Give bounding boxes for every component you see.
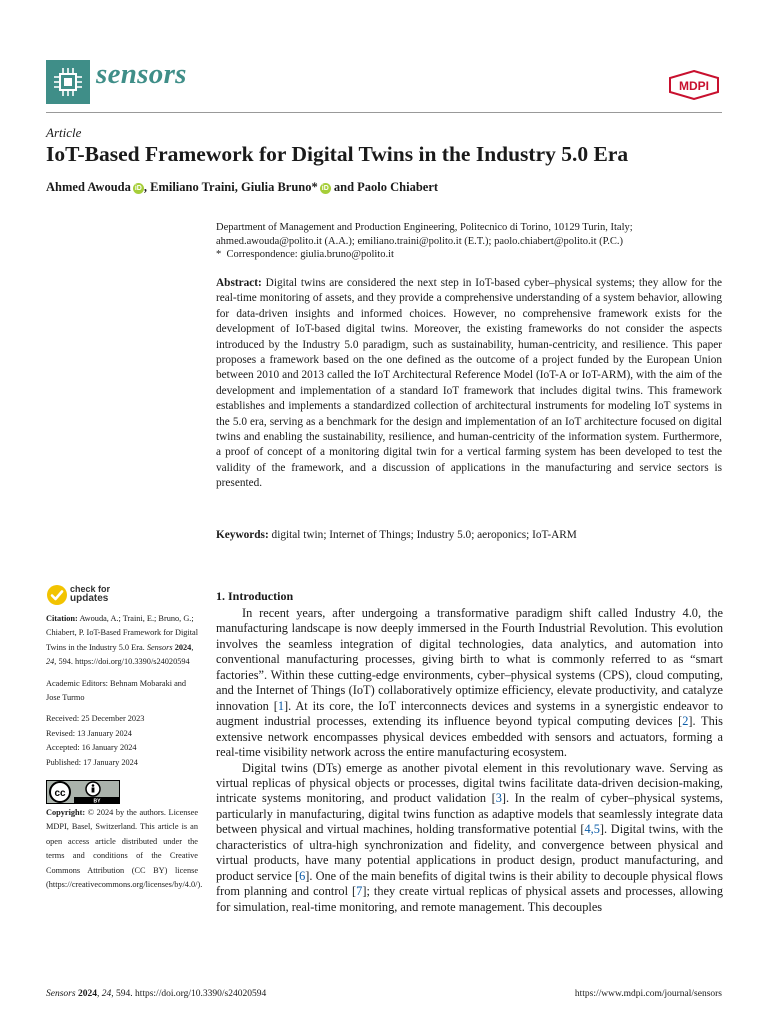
header-divider bbox=[46, 112, 722, 113]
paragraph: In recent years, after undergoing a transformative paradigm shift called Industry 4.0, the manufacturing landscape is now deeply immersed in the Fourth Industrial Revolution. This evolution involves the seamless integration of digital technologies, data analytics, and automation into conventional manufacturing processes, giving birth to what is commonly referred to as “smart factories”. Within these cutting-edge environments, cyber–physical systems (CPS), cloud computing, and the Internet of Things (IoT) collaboratively optimize efficiency, elevate productivity, and catalyze innovation [1]. At its core, the IoT interconnects devices and systems in a synergistic endeavor to augment industrial processes, extending its influence beyond typical computing devices [2]. This extensive network encompasses physical devices embedded with sensors and actuators, forming a real-time visibility network across the entire manufacturing ecosystem. bbox=[216, 606, 723, 760]
journal-logo-icon bbox=[46, 60, 90, 104]
copyright-notice bbox=[46, 806, 203, 892]
author-separator: , bbox=[143, 180, 151, 194]
academic-editors: Academic Editors: Behnam Mobaraki and Jose Turmo bbox=[46, 678, 187, 703]
citation-volume: 24 bbox=[46, 657, 55, 667]
publisher-logo-icon bbox=[668, 70, 720, 100]
citation: Citation: Awouda, A.; Traini, E.; Bruno, G.; Chiabert, P. IoT-Based Framework for Digital Twins in the Industry 5.0 Era. Sensors 2024, 24, 594. https://doi.org/10.3390/s24020594 bbox=[46, 614, 199, 667]
copyright-label: Copyright: bbox=[46, 808, 86, 818]
abstract-label: Abstract: bbox=[216, 277, 262, 289]
affiliation: Department of Management and Production Engineering, Politecnico di Torino, 10129 Turin, Italy; bbox=[216, 222, 633, 233]
keywords-text: digital twin; Internet of Things; Industry 5.0; aeroponics; IoT-ARM bbox=[271, 529, 577, 541]
revised-date: Revised: 13 January 2024 bbox=[46, 728, 132, 738]
journal-name: sensors bbox=[96, 58, 187, 90]
footer-journal-url[interactable]: https://www.mdpi.com/journal/sensors bbox=[574, 989, 722, 999]
author-name: Giulia Bruno bbox=[241, 180, 312, 194]
reference-link[interactable]: 6 bbox=[299, 868, 306, 883]
received-date: Received: 25 December 2023 bbox=[46, 714, 145, 724]
affiliation-block bbox=[216, 221, 726, 262]
reference-separator: , bbox=[590, 822, 594, 837]
cc-by-license-icon[interactable] bbox=[46, 780, 120, 804]
introduction-body bbox=[216, 606, 723, 915]
keywords-label: Keywords: bbox=[216, 529, 269, 541]
citation-label: Citation: bbox=[46, 614, 78, 623]
footer-journal: Sensors bbox=[46, 989, 76, 999]
svg-text:cc: cc bbox=[54, 788, 66, 800]
abstract-text: Digital twins are considered the next step in IoT-based cyber–physical systems; they allow for the real-time monitoring of assets, and they provide a comprehensive understanding of a system behavior, allowing for data-driven insights and informed choices. However, no comprehensive framework exists for the development of IoT-based digital twins. Moreover, the existing frameworks do not consider the aspects introduced by the Industry 5.0 paradigm, such as sustainability, human-centricity, and resilience. This paper proposes a framework based on the one defined as the outcome of a project funded by the European Union between 2010 and 2013 called the IoT Architectural Reference Model (IoT-A or IoT-ARM), with the aim of the development and implementation of a standard IoT framework that includes digital twins. This framework establishes and implements a standardized collection of architectural instruments for modeling IoT systems in the 5.0 era, serving as a benchmark for the design and implementation of an IoT architecture focused on digital twins and enabling the sustainability, resilience, and human-centricity of the information system. Furthermore, a proof of concept of a monitoring digital twin for a vertical farming system has been developed to test the validity of the framework, and a discussion of applications in the manufacturing and service sectors is presented. bbox=[216, 277, 722, 490]
reference-link[interactable]: 7 bbox=[356, 884, 363, 899]
publisher-name: MDPI bbox=[679, 79, 709, 93]
reference-link[interactable]: 2 bbox=[682, 714, 689, 729]
orcid-icon[interactable]: iD bbox=[321, 185, 329, 192]
author-separator: and bbox=[330, 180, 358, 194]
section-heading-introduction: 1. Introduction bbox=[216, 589, 294, 603]
footer-doi-link[interactable]: , 594. https://doi.org/10.3390/s24020594 bbox=[111, 989, 267, 999]
reference-link[interactable]: 4 bbox=[584, 822, 591, 837]
published-date: Published: 17 January 2024 bbox=[46, 757, 138, 767]
reference-link[interactable]: 5 bbox=[593, 822, 600, 837]
abstract bbox=[216, 276, 722, 492]
author-name: Emiliano Traini bbox=[150, 180, 235, 194]
paragraph: Digital twins (DTs) emerge as another pivotal element in this revolutionary wave. Serving as virtual replicas of physical objects or processes, digital twins facilitate data-driven decision-making, intricate systems monitoring, and product validation [3]. In the realm of cyber–physical systems, particularly in manufacturing, digital twins function as adaptive models that seamlessly integrate data between physical and virtual machines, holding transformative potential [4,5]. Digital twins, with the characteristics of ultra-high synchronization and fidelity, and convergence between physical and virtual products, have many potential applications in product design, product manufacturing, and product service [6]. One of the main benefits of digital twins is their ability to decouple physical flows from planning and control [7]; they create virtual replicas of physical assets and processes, allowing for simulation, real-time monitoring, and remote management. This decouples bbox=[216, 760, 723, 914]
orcid-icon[interactable]: iD bbox=[134, 185, 142, 192]
keywords bbox=[216, 528, 722, 543]
citation-year: 2024 bbox=[174, 642, 192, 652]
author-list bbox=[46, 180, 438, 195]
author-separator: , bbox=[234, 180, 241, 194]
sidebar bbox=[46, 612, 203, 893]
check-for-updates-button[interactable] bbox=[46, 584, 166, 608]
citation-pages: , 594. bbox=[54, 657, 73, 667]
check-updates-icon bbox=[46, 584, 68, 606]
footer-citation: Sensors 2024, 24, 594. https://doi.org/10.3390/s24020594 bbox=[46, 989, 267, 999]
author-name: Paolo Chiabert bbox=[357, 180, 439, 194]
check-updates-line1: check for bbox=[70, 584, 111, 594]
author-name: Ahmed Awouda bbox=[46, 180, 131, 194]
reference-link[interactable]: 1 bbox=[277, 698, 284, 713]
correspondence-email[interactable]: Correspondence: giulia.bruno@polito.it bbox=[226, 249, 394, 261]
cc-by-label: BY bbox=[93, 798, 101, 805]
accepted-date: Accepted: 16 January 2024 bbox=[46, 743, 137, 753]
check-updates-line2: updates bbox=[70, 593, 109, 604]
author-emails[interactable]: ahmed.awouda@polito.it (A.A.); emiliano.traini@polito.it (E.T.); paolo.chiabert@polito.it (P.C.) bbox=[216, 235, 624, 247]
corresponding-mark: * bbox=[311, 180, 318, 194]
copyright-text: © 2024 by the authors. Licensee MDPI, Basel, Switzerland. This article is an open access article distributed under the terms and conditions of the Creative Commons Attribution (CC BY) license (https://creativecommons.org/licenses/by/4.0/). bbox=[46, 808, 203, 890]
footer-year: 2024 bbox=[77, 989, 97, 999]
citation-text: Awouda, A.; Traini, E.; Bruno, G.; Chiabert, P. IoT-Based Framework for Digital Twins in the Industry 5.0 Era. bbox=[46, 614, 199, 652]
footer-volume: 24 bbox=[101, 989, 112, 999]
citation-doi-link[interactable]: https://doi.org/10.3390/s24020594 bbox=[75, 657, 190, 667]
correspondence: * Correspondence: giulia.bruno@polito.it bbox=[216, 249, 394, 261]
article-type: Article bbox=[46, 125, 82, 140]
paper-title: IoT-Based Framework for Digital Twins in the Industry 5.0 Era bbox=[46, 142, 629, 166]
citation-journal: Sensors bbox=[146, 642, 173, 652]
reference-link[interactable]: 3 bbox=[495, 791, 502, 806]
